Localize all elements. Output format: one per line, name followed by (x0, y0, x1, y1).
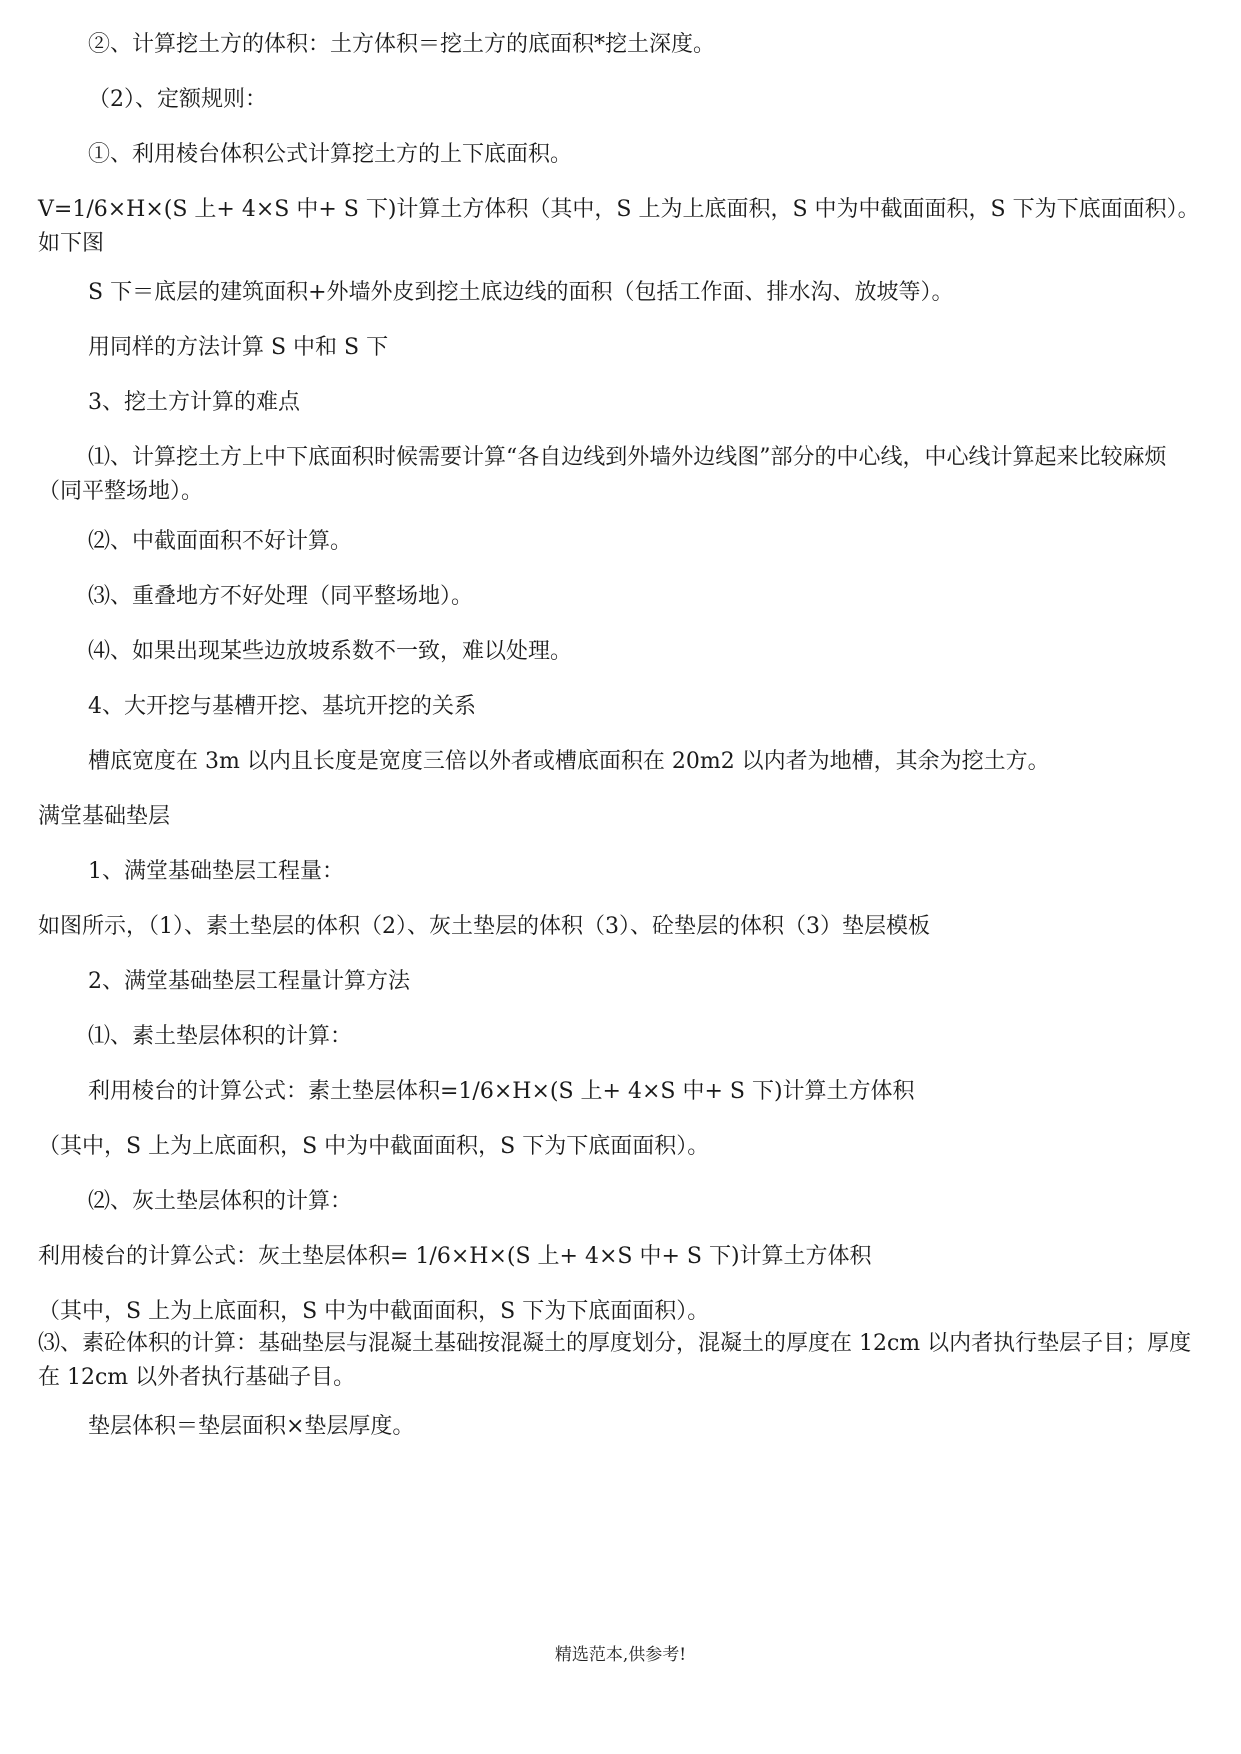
paragraph-line: （其中，S 上为上底面积，S 中为中截面面积，S 下为下底面面积）。 (38, 1134, 710, 1159)
paragraph-line: ⑵、灰土垫层体积的计算： (88, 1189, 353, 1214)
paragraph-line: ⑴、素土垫层体积的计算： (88, 1024, 353, 1049)
paragraph-line: 垫层体积＝垫层面积×垫层厚度。 (88, 1414, 415, 1439)
paragraph-line: ⑶、素砼体积的计算：基础垫层与混凝土基础按混凝土的厚度划分，混凝土的厚度在 12cm 以内者执行垫层子目；厚度在 12cm 以外者执行基础子目。 (38, 1331, 1192, 1390)
paragraph-line: 利用棱台的计算公式：灰土垫层体积= 1/6×H×(S 上+ 4×S 中+ S 下)计算土方体积 (38, 1244, 872, 1269)
section-heading: 2、满堂基础垫层工程量计算方法 (88, 969, 410, 994)
paragraph-line: 槽底宽度在 3m 以内且长度是宽度三倍以外者或槽底面积在 20m2 以内者为地槽，其余为挖土方。 (88, 749, 1050, 774)
section-heading: 4、大开挖与基槽开挖、基坑开挖的关系 (88, 694, 476, 719)
paragraph-line: 利用棱台的计算公式：素土垫层体积=1/6×H×(S 上+ 4×S 中+ S 下)计算土方体积 (88, 1079, 915, 1104)
paragraph-line: 如图所示，（1）、素土垫层的体积（2）、灰土垫层的体积（3）、砼垫层的体积（3）垫层模板 (38, 914, 930, 939)
page-footer: 精选范本,供参考! (554, 1645, 687, 1665)
paragraph-line: （2）、定额规则： (88, 87, 267, 112)
paragraph-line: （其中，S 上为上底面积，S 中为中截面面积，S 下为下底面面积）。 (38, 1299, 710, 1324)
paragraph-line: V=1/6×H×(S 上+ 4×S 中+ S 下)计算土方体积（其中，S 上为上底面积，S 中为中截面面积，S 下为下底面面积）。如下图 (38, 197, 1200, 256)
paragraph-line: S 下＝底层的建筑面积+外墙外皮到挖土底边线的面积（包括工作面、排水沟、放坡等）。 (88, 280, 954, 305)
section-heading: 1、满堂基础垫层工程量： (88, 859, 344, 884)
section-heading: 3、挖土方计算的难点 (88, 390, 300, 415)
paragraph-line: ⑴、计算挖土方上中下底面积时候需要计算“各自边线到外墙外边线图”部分的中心线，中心线计算起来比较麻烦（同平整场地）。 (38, 445, 1167, 504)
paragraph-line: 用同样的方法计算 S 中和 S 下 (88, 335, 389, 360)
section-heading: 满堂基础垫层 (38, 804, 171, 829)
paragraph-line: ②、计算挖土方的体积：土方体积＝挖土方的底面积*挖土深度。 (88, 32, 716, 57)
paragraph-line: ①、利用棱台体积公式计算挖土方的上下底面积。 (88, 142, 573, 167)
paragraph-line: ⑶、重叠地方不好处理（同平整场地）。 (88, 584, 474, 609)
paragraph-line: ⑷、如果出现某些边放坡系数不一致，难以处理。 (88, 639, 573, 664)
paragraph-line: ⑵、中截面面积不好计算。 (88, 529, 353, 554)
